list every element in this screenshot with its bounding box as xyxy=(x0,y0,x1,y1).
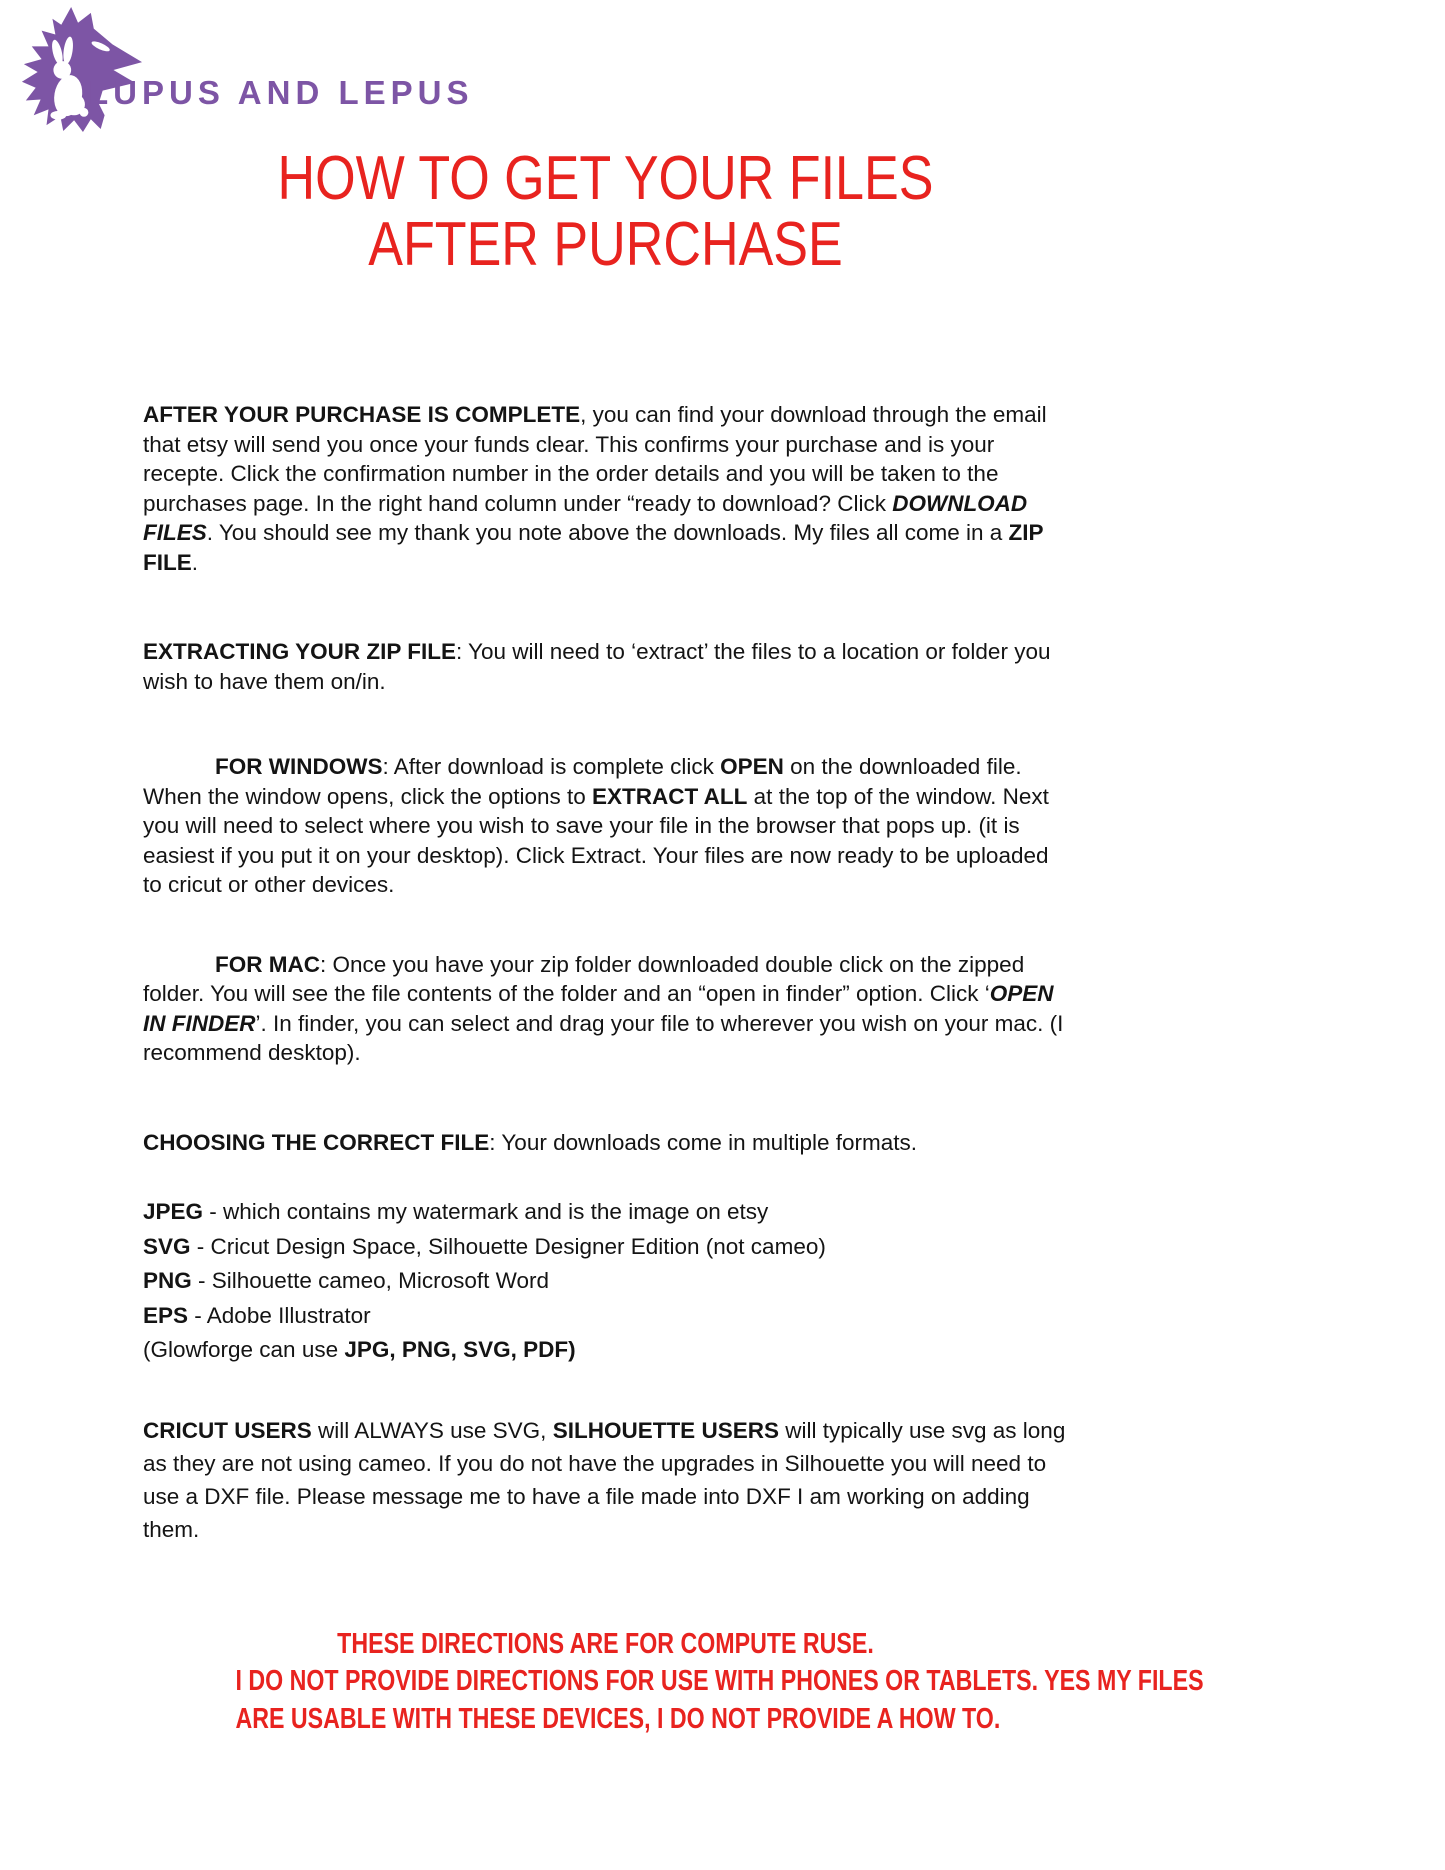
notice-line-2: I DO NOT PROVIDE DIRECTIONS FOR USE WITH PHONES OR TABLETS. YES MY FILES xyxy=(235,1665,1204,1697)
paragraph-cricut-users: CRICUT USERS will ALWAYS use SVG, SILHOUETTE USERS will typically use svg as long as they are not using cameo. If you do not have the upgrades in Silhouette you will need to use a DXF file. Please message me to have a file made into DXF I am working on adding them. xyxy=(143,1417,1066,1542)
format-item-svg: SVG - Cricut Design Space, Silhouette Designer Edition (not cameo) xyxy=(143,1233,826,1259)
format-item-eps: EPS - Adobe Illustrator xyxy=(143,1302,371,1328)
page-title xyxy=(143,146,1068,278)
wolf-and-rabbit-logo-icon xyxy=(16,4,144,134)
file-format-list xyxy=(143,1195,1068,1368)
page-title-line-2: AFTER PURCHASE xyxy=(368,210,843,279)
document-body xyxy=(143,400,1204,1738)
brand-wordmark: LUPUS AND LEPUS xyxy=(88,74,474,111)
brand-header xyxy=(0,0,1445,136)
notice-line-1: THESE DIRECTIONS ARE FOR COMPUTE RUSE. xyxy=(337,1627,874,1660)
paragraph-extracting-zip: EXTRACTING YOUR ZIP FILE: You will need to ‘extract’ the files to a location or folder you wish to have them on/in. xyxy=(143,639,1051,694)
paragraph-for-mac: FOR MAC: Once you have your zip folder downloaded double click on the zipped folder. You will see the file contents of the folder and an “open in finder” option. Click ‘OPEN IN FINDER’. In finder, you can select and drag your file to wherever you wish on your mac. (I recommend desktop). xyxy=(143,951,1064,1065)
format-note-glowforge: (Glowforge can use JPG, PNG, SVG, PDF) xyxy=(143,1337,576,1362)
paragraph-choosing-file: CHOOSING THE CORRECT FILE: Your downloads come in multiple formats. xyxy=(143,1129,917,1155)
page-title-line-1: HOW TO GET YOUR FILES xyxy=(277,144,934,213)
notice-line-3: ARE USABLE WITH THESE DEVICES, I DO NOT PROVIDE A HOW TO. xyxy=(235,1702,1001,1735)
format-item-jpeg: JPEG - which contains my watermark and is the image on etsy xyxy=(143,1199,769,1224)
format-item-png: PNG - Silhouette cameo, Microsoft Word xyxy=(143,1268,549,1293)
computer-use-notice xyxy=(143,1626,1204,1739)
paragraph-for-windows: FOR WINDOWS: After download is complete click OPEN on the downloaded file. When the window opens, click the options to EXTRACT ALL at the top of the window. Next you will need to select where you wish to save your file in the browser that pops up. (it is easiest if you put it on your desktop). Click Extract. Your files are now ready to be uploaded to cricut or other devices. xyxy=(143,754,1049,897)
paragraph-after-purchase: AFTER YOUR PURCHASE IS COMPLETE, you can find your download through the email that etsy will send you once your funds clear. This confirms your purchase and is your recepte. Click the confirmation number in the order details and you will be taken to the purchases page. In the right hand column under “ready to download? Click DOWNLOAD FILES. You should see my thank you note above the downloads. My files all come in a ZIP FILE. xyxy=(143,402,1047,575)
